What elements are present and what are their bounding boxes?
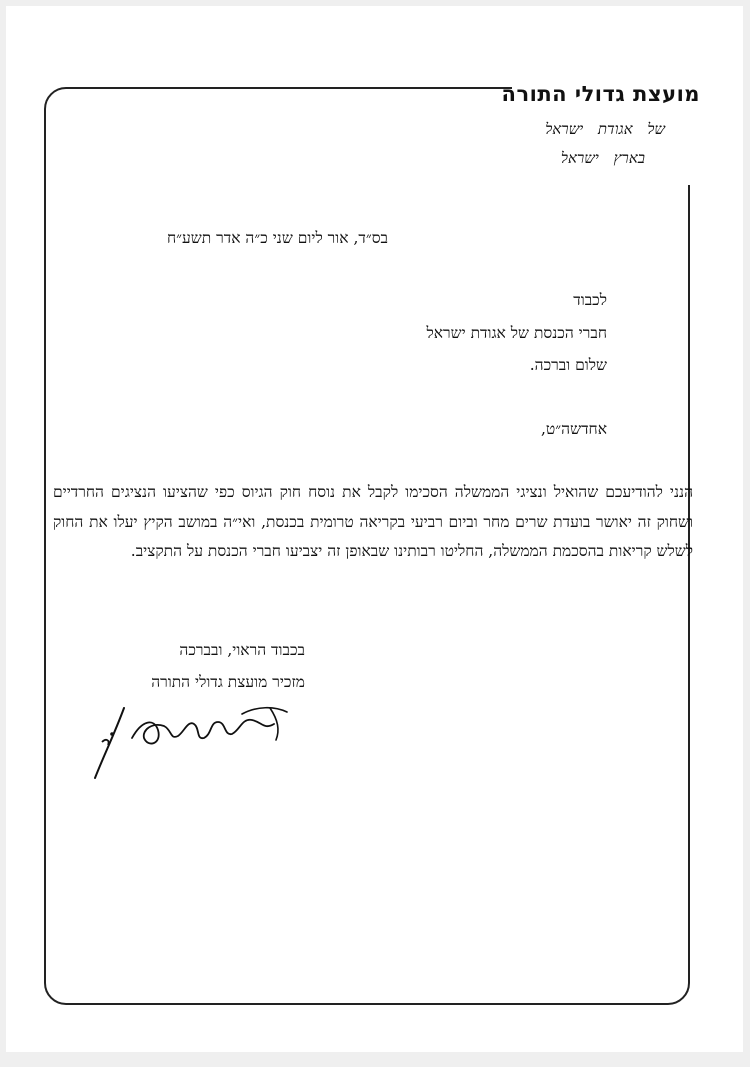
letterhead (502, 82, 700, 106)
handwritten-signature (92, 700, 292, 790)
closing-line-2: מזכיר מועצת גדולי התורה (151, 673, 305, 691)
letterhead-subtitle-1: של אגודת ישראל (545, 120, 665, 138)
closing-line-1: בכבוד הראוי, ובברכה (179, 641, 305, 659)
addressee-line-3: שלום וברכה. (529, 356, 607, 374)
letterhead-subtitle-2: בארץ ישראל (560, 149, 645, 167)
salutation: אחדשה״ט, (541, 420, 607, 438)
organization-name: מועצת גדולי התורה (501, 82, 700, 106)
addressee-line-1: לכבוד (573, 291, 607, 309)
date-line: בס״ד, אור ליום שני כ״ה אדר תשע״ח (166, 229, 388, 247)
addressee-line-2: חברי הכנסת של אגודת ישראל (426, 324, 607, 342)
letter-body: הנני להודיעכם שהואיל ונציגי הממשלה הסכימו לקבל את נוסח חוק הגיוס כפי שהציעו הנציגים החרדיים ושחוק זה יאושר בועדת שרים מחר וביום רביעי בקריאה טרומית בכנסת, ואי״ה במושב הקיץ יעלו את החוק לשלש קריאות בהסכמת הממשלה, החליטו רבותינו שבאופן זה יצביעו חברי הכנסת על התקציב. (53, 483, 693, 560)
